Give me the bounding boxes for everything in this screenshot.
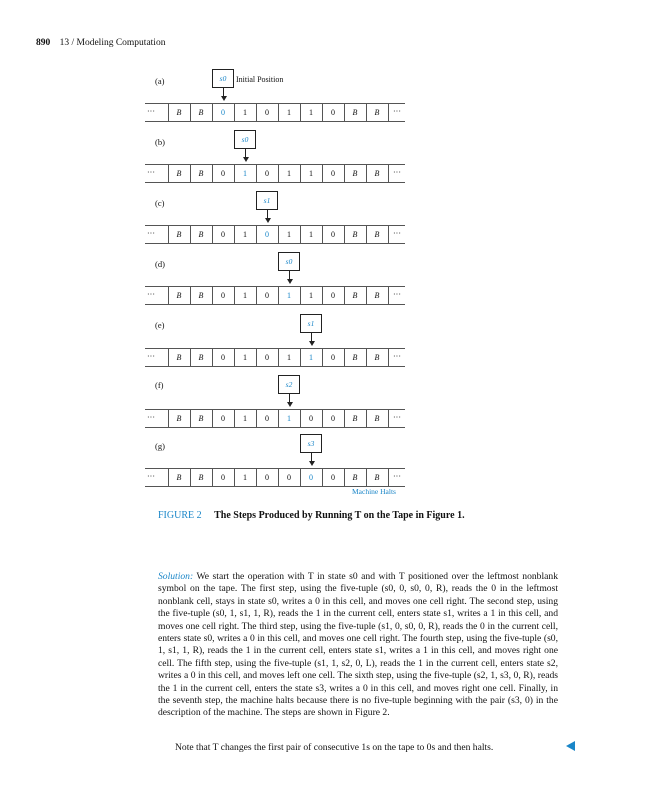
- tape-cell: B: [198, 108, 204, 117]
- running-head: 13 / Modeling Computation: [59, 38, 166, 48]
- tape-cell: 0: [265, 291, 269, 300]
- tape: [145, 103, 405, 122]
- cell-divider: [388, 286, 389, 305]
- tape-cell: B: [198, 230, 204, 239]
- arrow-head-icon: [287, 279, 293, 284]
- tape-cell: B: [176, 353, 182, 362]
- end-of-solution-icon: [566, 741, 575, 751]
- step-label: (f): [155, 380, 164, 390]
- tape-ellipsis-right: ···: [393, 229, 401, 238]
- tape-ellipsis-left: ···: [147, 352, 155, 361]
- tape-cell: B: [352, 108, 358, 117]
- initial-position-label: Initial Position: [236, 75, 284, 84]
- step-label: (c): [155, 198, 165, 208]
- tape: [145, 468, 405, 487]
- step-label: (g): [155, 441, 165, 451]
- solution-text: We start the operation with T in state s0 and with T positioned over the leftmost nonblank symbol on the tape. The first step, using the five-tuple (s0, 0, s0, 0, R), reads the 0 in the leftmost nonblank cell, stays in state s0, writes a 0 in this cell, and moves one cell right. The second step, using the five-tuple (s0, 1, s1, 1, R), reads the 1 in the current cell, enters state s1, writes a 1 in this cell, and moves one cell right. The third step, using the five-tuple (s1, 0, s0, 0, R), reads the 0 in the current cell, enters state s0, writes a 0 in this cell, and moves one cell right. The fourth step, using the five-tuple (s0, 1, s1, 1, R), reads the 1 in the current cell, enters state s1, writes a 1 in this cell, and moves right one cell. The fifth step, using the five-tuple (s1, 1, s2, 0, L), reads the 1 in the current cell, enters state s2, writes a 0 in this cell, and moves left one cell. The sixth step, using the five-tuple (s2, 1, s3, 0, R), reads the 1 in the current cell, enters the state s3, writes a 0 in this cell, and moves right one cell. Finally, in the seventh step, the machine halts because there is no five-tuple beginning with the pair (s3, 0) in the description of the machine. The steps are shown in Figure 2.: [158, 571, 558, 719]
- tape: [145, 225, 405, 244]
- tape-cell: 1: [287, 230, 291, 239]
- step-label: (b): [155, 137, 165, 147]
- tape-ellipsis-left: ···: [147, 107, 155, 116]
- tape-cell: B: [352, 353, 358, 362]
- arrow-head-icon: [309, 341, 315, 346]
- caption-text: The Steps Produced by Running T on the Tape in Figure 1.: [214, 510, 465, 521]
- tape-cell: 0: [265, 353, 269, 362]
- state-box: s3: [300, 434, 322, 453]
- tape-cell: 0: [331, 169, 335, 178]
- tape-cell: 0: [265, 414, 269, 423]
- tape-cell: B: [176, 230, 182, 239]
- tape-cell: B: [374, 230, 380, 239]
- tape-cell: B: [352, 230, 358, 239]
- tape-cell: 0: [265, 230, 269, 239]
- tape-ellipsis-left: ···: [147, 290, 155, 299]
- tape-cell: B: [176, 291, 182, 300]
- tape-cell: 1: [309, 291, 313, 300]
- tape: [145, 409, 405, 428]
- step-label: (d): [155, 259, 165, 269]
- tape-ellipsis-left: ···: [147, 168, 155, 177]
- cell-divider: [388, 164, 389, 183]
- tape-cell: 0: [309, 414, 313, 423]
- tape-cell: B: [374, 169, 380, 178]
- tape-ellipsis-right: ···: [393, 290, 401, 299]
- arrow-head-icon: [265, 218, 271, 223]
- tape-cell: 0: [221, 169, 225, 178]
- state-box: s1: [300, 314, 322, 333]
- cell-divider: [388, 348, 389, 367]
- tape-cell: B: [374, 414, 380, 423]
- arrow-head-icon: [221, 96, 227, 101]
- state-box: s2: [278, 375, 300, 394]
- tape-cell: 0: [331, 353, 335, 362]
- state-box: s0: [212, 69, 234, 88]
- tape-cell: B: [176, 169, 182, 178]
- cell-divider: [388, 225, 389, 244]
- tape-cell: B: [176, 473, 182, 482]
- caption-number: FIGURE 2: [158, 510, 202, 521]
- cell-divider: [388, 409, 389, 428]
- state-box: s0: [278, 252, 300, 271]
- tape-cell: B: [198, 169, 204, 178]
- tape-cell: B: [198, 353, 204, 362]
- machine-halts-label: Machine Halts: [352, 487, 396, 496]
- tape: [145, 164, 405, 183]
- tape-cell: 0: [221, 230, 225, 239]
- tape-cell: B: [352, 169, 358, 178]
- tape: [145, 348, 405, 367]
- tape-cell: 1: [309, 230, 313, 239]
- tape-cell: B: [352, 291, 358, 300]
- state-box: s0: [234, 130, 256, 149]
- tape-cell: 0: [331, 473, 335, 482]
- tape-cell: B: [176, 414, 182, 423]
- tape-ellipsis-right: ···: [393, 472, 401, 481]
- tape-cell: 0: [265, 108, 269, 117]
- page-number: 890: [36, 38, 51, 48]
- figure-caption: [158, 510, 465, 521]
- tape-cell: B: [198, 473, 204, 482]
- tape-cell: 1: [243, 353, 247, 362]
- tape-cell: 0: [221, 353, 225, 362]
- tape-cell: B: [176, 108, 182, 117]
- tape: [145, 286, 405, 305]
- tape-cell: 0: [287, 473, 291, 482]
- tape-ellipsis-right: ···: [393, 352, 401, 361]
- tape-cell: B: [374, 291, 380, 300]
- cell-divider: [388, 103, 389, 122]
- tape-cell: 1: [243, 169, 247, 178]
- tape-cell: 1: [243, 230, 247, 239]
- tape-cell: 0: [331, 414, 335, 423]
- tape-cell: 0: [221, 108, 225, 117]
- tape-ellipsis-left: ···: [147, 413, 155, 422]
- tape-ellipsis-left: ···: [147, 229, 155, 238]
- tape-cell: 0: [221, 473, 225, 482]
- arrow-head-icon: [243, 157, 249, 162]
- state-box: s1: [256, 191, 278, 210]
- tape-cell: 0: [309, 473, 313, 482]
- tape-cell: 1: [309, 353, 313, 362]
- tape-cell: 0: [331, 230, 335, 239]
- tape-cell: 1: [309, 169, 313, 178]
- page-header: [36, 38, 165, 48]
- tape-ellipsis-right: ···: [393, 107, 401, 116]
- solution-paragraph: [158, 571, 558, 720]
- tape-cell: 0: [221, 291, 225, 300]
- tape-cell: B: [198, 291, 204, 300]
- cell-divider: [388, 468, 389, 487]
- tape-cell: 0: [331, 108, 335, 117]
- step-label: (e): [155, 320, 165, 330]
- tape-cell: B: [198, 414, 204, 423]
- tape-cell: B: [352, 473, 358, 482]
- note-paragraph: Note that T changes the first pair of consecutive 1s on the tape to 0s and then halts.: [175, 742, 494, 753]
- solution-label: Solution:: [158, 571, 194, 582]
- tape-cell: 1: [287, 169, 291, 178]
- tape-ellipsis-left: ···: [147, 472, 155, 481]
- tape-ellipsis-right: ···: [393, 413, 401, 422]
- tape-cell: 0: [265, 473, 269, 482]
- tape-cell: 1: [243, 108, 247, 117]
- step-label: (a): [155, 76, 165, 86]
- tape-cell: 1: [243, 291, 247, 300]
- tape-cell: 1: [243, 473, 247, 482]
- tape-cell: B: [352, 414, 358, 423]
- tape-cell: 0: [221, 414, 225, 423]
- tape-cell: 1: [287, 108, 291, 117]
- arrow-head-icon: [309, 461, 315, 466]
- tape-cell: 1: [287, 353, 291, 362]
- tape-cell: 0: [265, 169, 269, 178]
- tape-cell: B: [374, 353, 380, 362]
- tape-cell: 1: [287, 291, 291, 300]
- tape-cell: 1: [287, 414, 291, 423]
- tape-cell: 1: [309, 108, 313, 117]
- tape-cell: B: [374, 473, 380, 482]
- tape-cell: 0: [331, 291, 335, 300]
- tape-cell: 1: [243, 414, 247, 423]
- tape-ellipsis-right: ···: [393, 168, 401, 177]
- arrow-head-icon: [287, 402, 293, 407]
- tape-cell: B: [374, 108, 380, 117]
